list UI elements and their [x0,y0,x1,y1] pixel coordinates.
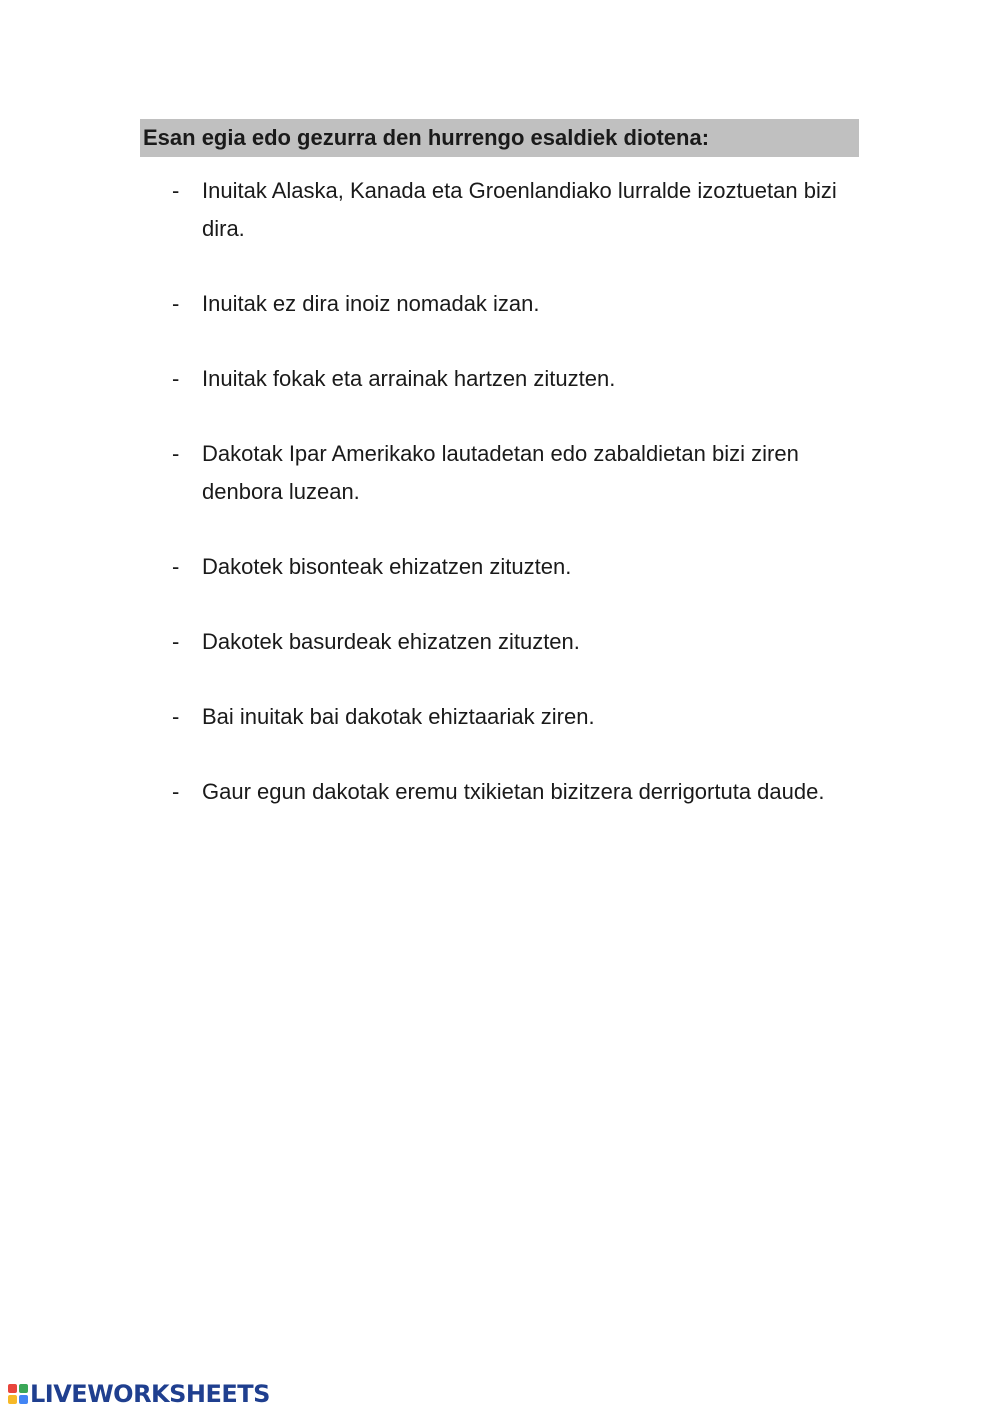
statement-item [172,172,852,248]
statement-text: Dakotak Ipar Amerikako lautadetan edo zabaldietan bizi ziren denbora luzean. [202,441,799,504]
statement-item [172,698,852,736]
logo-block [8,1395,17,1404]
bullet-dash: - [172,178,180,203]
bullet-dash: - [172,554,180,579]
bullet-dash: - [172,366,180,391]
statement-item [172,548,852,586]
statement-text: Inuitak ez dira inoiz nomadak izan. [202,291,540,316]
statement-item [172,623,852,661]
logo-block [19,1395,28,1404]
statement-text: Dakotek bisonteak ehizatzen zituzten. [202,554,572,579]
logo-text: LIVEWORKSHEETS [30,1380,270,1408]
worksheet-title: Esan egia edo gezurra den hurrengo esaldiek diotena: [143,125,710,150]
statement-text: Bai inuitak bai dakotak ehiztaariak ziren. [202,704,595,729]
statement-text: Dakotek basurdeak ehizatzen zituzten. [202,629,580,654]
liveworksheets-logo[interactable] [8,1380,270,1408]
bullet-dash: - [172,779,180,804]
logo-block [19,1384,28,1393]
statement-text: Gaur egun dakotak eremu txikietan bizitzera derrigortuta daude. [202,779,825,804]
logo-block [8,1384,17,1393]
statement-item [172,360,852,398]
statement-text: Inuitak Alaska, Kanada eta Groenlandiako lurralde izoztuetan bizi dira. [202,178,837,241]
statement-item [172,435,852,511]
statement-text: Inuitak fokak eta arrainak hartzen zituzten. [202,366,616,391]
statement-list [172,172,852,848]
statement-item [172,773,852,811]
bullet-dash: - [172,441,180,466]
logo-blocks-icon [8,1384,28,1404]
statement-item [172,285,852,323]
bullet-dash: - [172,704,180,729]
bullet-dash: - [172,629,180,654]
worksheet-title-bar [140,119,859,157]
bullet-dash: - [172,291,180,316]
